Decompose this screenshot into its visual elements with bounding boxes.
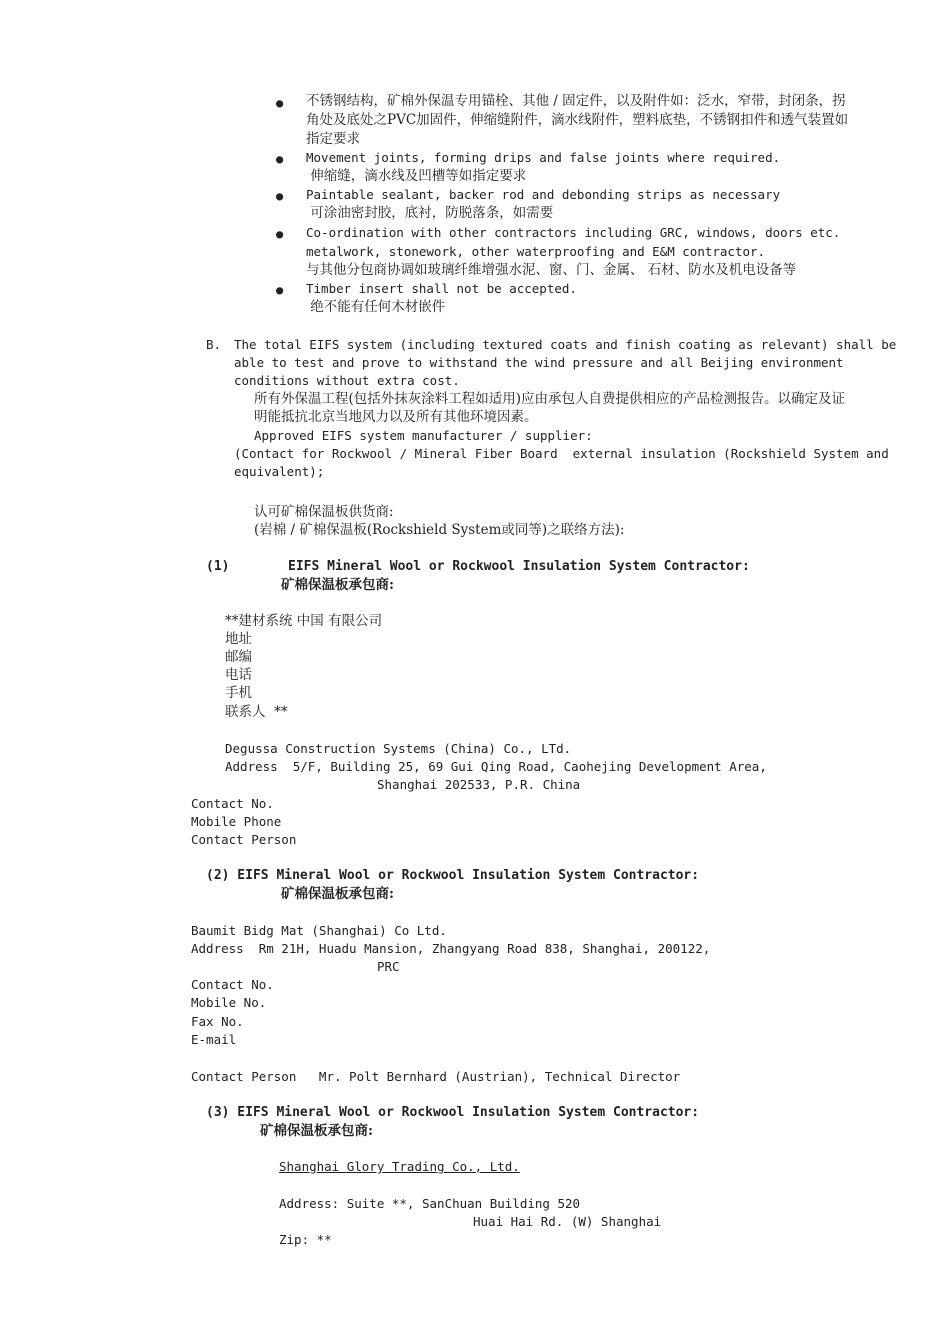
bullet-2-line-1: Movement joints, forming drips and false joints where required. <box>306 150 781 165</box>
bullet-dot: ● <box>276 152 284 166</box>
contact-line-1: (Contact for Rockwool / Mineral Fiber Board external insulation (Rockshield System and <box>234 446 889 461</box>
contractor-3-address-1: Address: Suite **, SanChuan Building 520 <box>279 1196 581 1211</box>
contractor-1-zh-company: **建材系统 中国 有限公司 <box>225 613 383 629</box>
contractor-1-zh-contact: 联系人 ** <box>225 704 288 720</box>
contractor-2-email: E-mail <box>191 1032 237 1047</box>
section-b-zh-line-2: 明能抵抗北京当地风力以及所有其他环境因素。 <box>254 409 538 425</box>
contractor-3-company: Shanghai Glory Trading Co., Ltd. <box>279 1159 520 1174</box>
contractor-2-address-1: Address Rm 21H, Huadu Mansion, Zhangyang Road 838, Shanghai, 200122, <box>191 941 711 956</box>
contractor-1-heading-zh: 矿棉保温板承包商: <box>281 577 394 593</box>
contractor-1-zh-phone: 电话 <box>225 667 252 683</box>
contractor-1-contact-no: Contact No. <box>191 796 274 811</box>
bullet-dot: ● <box>276 189 284 203</box>
contractor-2-contact-no: Contact No. <box>191 977 274 992</box>
bullet-1-line-2: 角处及底处之PVC加固件，伸缩缝附件，滴水线附件，塑料底垫，不锈钢扣件和透气装置如 <box>306 112 849 128</box>
contact-line-2: equivalent); <box>234 464 325 479</box>
bullet-1-line-3: 指定要求 <box>306 131 360 147</box>
contractor-3-heading: (3) EIFS Mineral Wool or Rockwool Insulation System Contractor: <box>206 1105 700 1120</box>
approved-supplier-label: Approved EIFS system manufacturer / supplier: <box>254 428 593 443</box>
bullet-4-line-3: 与其他分包商协调如玻璃纤维增强水泥、窗、门、金属、 石材、防水及机电设备等 <box>306 262 797 278</box>
bullet-3-line-2: 可涂油密封胶，底衬，防脱落条，如需要 <box>306 205 554 221</box>
contractor-1-heading: EIFS Mineral Wool or Rockwool Insulation System Contractor: <box>288 559 750 574</box>
contractor-1-contact-person: Contact Person <box>191 832 297 847</box>
bullet-dot: ● <box>276 227 284 241</box>
contractor-2-company: Baumit Bidg Mat (Shanghai) Co Ltd. <box>191 923 447 938</box>
contractor-1-zh-address: 地址 <box>225 631 252 647</box>
contractor-2-address-2: PRC <box>377 959 400 974</box>
contractor-3-zip: Zip: ** <box>279 1232 332 1247</box>
bullet-dot: ● <box>276 96 284 110</box>
contractor-1-mobile: Mobile Phone <box>191 814 282 829</box>
bullet-5-line-2: 绝不能有任何木材嵌件 <box>306 299 446 315</box>
contractor-2-heading-zh: 矿棉保温板承包商: <box>281 886 394 902</box>
bullet-2-line-2: 伸缩缝，滴水线及凹槽等如指定要求 <box>306 168 527 184</box>
section-b-zh-line-1: 所有外保温工程(包括外抹灰涂料工程如适用)应由承包人自费提供相应的产品检测报告。以确定及证 <box>254 391 846 407</box>
contractor-1-address-1: Address 5/F, Building 25, 69 Gui Qing Road, Caohejing Development Area, <box>225 759 767 774</box>
bullet-dot: ● <box>276 283 284 297</box>
contractor-1-address-2: Shanghai 202533, P.R. China <box>377 777 581 792</box>
contractor-2-heading: (2) EIFS Mineral Wool or Rockwool Insulation System Contractor: <box>206 868 700 883</box>
bullet-1-line-1: 不锈钢结构，矿棉外保温专用锚栓、其他 / 固定件，以及附件如：泛水，窄带，封闭条，拐 <box>306 93 846 109</box>
contractor-2-contact-person: Contact Person Mr. Polt Bernhard (Austrian), Technical Director <box>191 1069 681 1084</box>
contractor-1-number: (1) <box>206 559 230 574</box>
section-b-line-2: able to test and prove to withstand the wind pressure and all Beijing environment <box>234 355 844 370</box>
section-b-label: B. <box>206 337 222 352</box>
contractor-1-company: Degussa Construction Systems (China) Co., LTd. <box>225 741 572 756</box>
bullet-3-line-1: Paintable sealant, backer rod and debonding strips as necessary <box>306 187 781 202</box>
section-b-line-1: The total EIFS system (including textured coats and finish coating as relevant) shall be <box>234 337 897 352</box>
contractor-2-fax: Fax No. <box>191 1014 244 1029</box>
contractor-3-heading-zh: 矿棉保温板承包商: <box>260 1123 373 1139</box>
contractor-1-zh-zip: 邮编 <box>225 649 252 665</box>
bullet-5-line-1: Timber insert shall not be accepted. <box>306 281 577 296</box>
contractor-1-zh-mobile: 手机 <box>225 685 252 701</box>
zh-supplier-label: 认可矿棉保温板供货商: <box>254 504 394 520</box>
bullet-4-line-1: Co-ordination with other contractors including GRC, windows, doors etc. <box>306 225 841 240</box>
contractor-3-address-2: Huai Hai Rd. (W) Shanghai <box>473 1214 662 1229</box>
section-b-line-3: conditions without extra cost. <box>234 373 460 388</box>
zh-contact-label: (岩棉 / 矿棉保温板(Rockshield System或同等)之联络方法): <box>254 522 625 538</box>
contractor-2-mobile: Mobile No. <box>191 995 267 1010</box>
bullet-4-line-2: metalwork, stonework, other waterproofing and E&M contractor. <box>306 244 766 259</box>
